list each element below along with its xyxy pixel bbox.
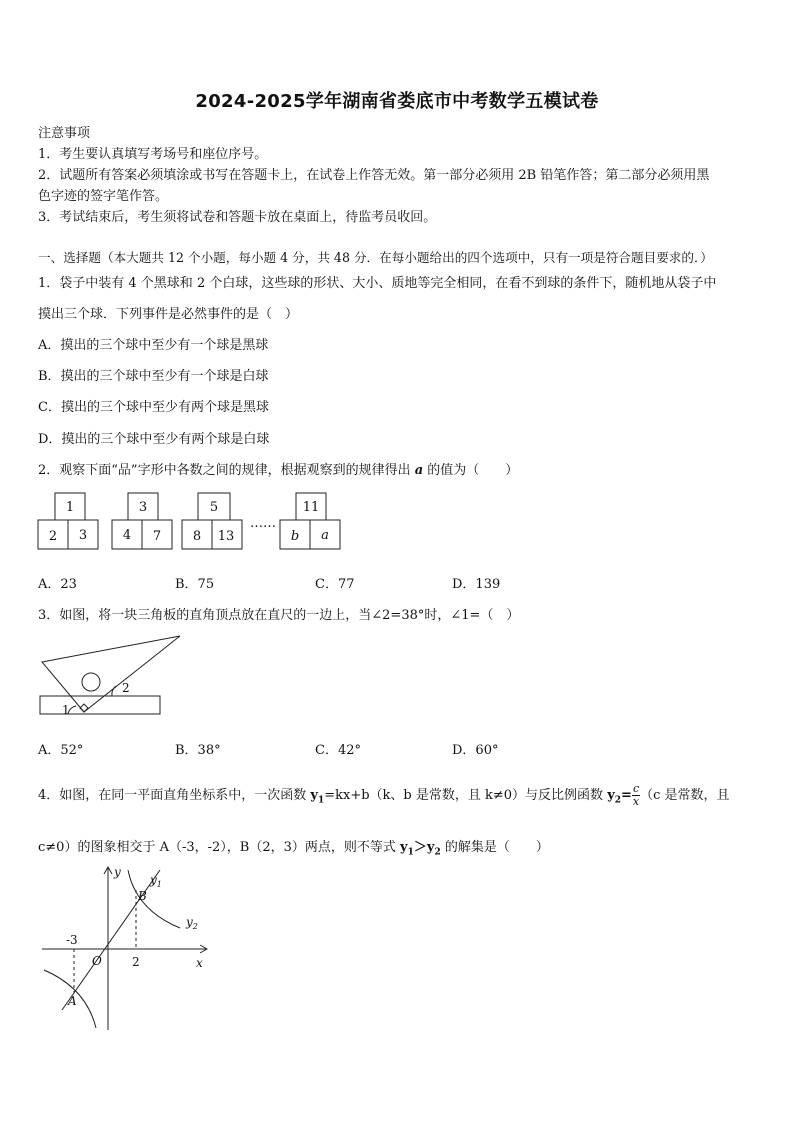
q2-option-d: D．139	[452, 577, 501, 592]
q4-frac-den: x	[632, 795, 640, 808]
q4-frac-num: c	[632, 782, 640, 795]
triangle-ruler	[42, 636, 180, 712]
q1-line1: 1．袋子中装有 4 个黑球和 2 个白球，这些球的形状、大小、质地等完全相同，在看不到球的条件下，随机地从袋子中	[38, 276, 717, 291]
curve-y1-sub: 1	[156, 880, 162, 889]
fig1-right: 3	[78, 528, 88, 543]
angle-1-label: 1	[62, 703, 70, 717]
q2-stem-pre: 2．观察下面“品”字形中各数之间的规律，根据观察到的规律得出	[38, 463, 415, 478]
q4-line1-pre: 4．如图，在同一平面直角坐标系中，一次函数	[38, 788, 311, 803]
q1-option-c: C．摸出的三个球中至少有两个球是黑球	[38, 400, 269, 415]
section-heading: 一、选择题（本大题共 12 个小题，每小题 4 分，共 48 分．在每小题给出的四个选项中，只有一项是符合题目要求的．）	[38, 250, 713, 265]
fig-dots: ……	[250, 516, 276, 531]
fig1-top: 1	[65, 500, 75, 515]
fig2-left: 4	[122, 528, 132, 543]
x-axis-label: x	[196, 956, 203, 970]
curve-y2-label	[185, 915, 198, 931]
page-title: 2024-2025学年湖南省娄底市中考数学五模试卷	[195, 91, 599, 112]
tick-neg3: -3	[66, 933, 78, 947]
q4-line2	[38, 836, 549, 858]
origin-label: O	[92, 954, 102, 968]
q3-stem: 3．如图，将一块三角板的直角顶点放在直尺的一边上，当∠2=38°时，∠1=（ ）	[38, 608, 520, 623]
fig4-left: b	[290, 529, 300, 544]
fig2-top: 3	[138, 500, 148, 515]
fig4-right: a	[321, 528, 329, 543]
q4-y1-letter: y	[310, 788, 318, 803]
q1-option-d: D．摸出的三个球中至少有两个球是白球	[38, 432, 270, 447]
curve-y1-letter: y	[150, 873, 157, 887]
q4-line1-mid: =kx+b（k、b 是常数，且 k≠0）与反比例函数	[324, 788, 608, 803]
q4-ineq-s2: 2	[434, 847, 441, 858]
q4-y2	[607, 788, 632, 806]
q2-pin-figures	[0, 485, 794, 555]
fig3-top: 5	[209, 500, 219, 515]
q1-option-b: B．摸出的三个球中至少有一个球是白球	[38, 369, 269, 384]
triangle-hole	[82, 673, 100, 691]
q2-option-c: C．77	[315, 577, 355, 592]
q4-ineq-s1: 1	[407, 847, 414, 858]
q2-option-a: A．23	[38, 577, 77, 592]
q1-line2: 摸出三个球．下列事件是必然事件的是（ ）	[38, 307, 299, 322]
curve-y2-sub: 2	[192, 922, 198, 931]
q4-fraction	[632, 783, 640, 808]
q3-option-b: B．38°	[175, 743, 221, 758]
notice-item-2: 2．试题所有答案必须填涂或书写在答题卡上，在试卷上作答无效。第一部分必须用 2B 铅笔作答；第二部分必须用黑	[38, 168, 710, 183]
q4-eq: =	[621, 788, 632, 803]
q2-option-b: B．75	[175, 577, 215, 592]
q4-ineq-gt: ＞	[413, 840, 427, 855]
tick-2: 2	[132, 955, 140, 969]
fig2-right: 7	[152, 529, 162, 544]
notice-item-3: 3．考试结束后，考生须将试卷和答题卡放在桌面上，待监考员收回。	[38, 210, 437, 225]
q4-line2-pre: c≠0）的图象相交于 A（-3，-2），B（2，3）两点，则不等式	[38, 840, 401, 855]
q1-option-a: A．摸出的三个球中至少有一个球是黑球	[38, 338, 269, 353]
point-b-label: B	[138, 889, 147, 903]
notice-heading: 注意事项	[38, 126, 91, 141]
notice-item-1: 1．考生要认真填写考场号和座位序号。	[38, 147, 268, 162]
y-axis-label: y	[114, 865, 121, 879]
q4-ineq	[400, 840, 441, 858]
q4-ineq-y1: y	[400, 840, 408, 855]
q4-y1	[310, 788, 325, 806]
q4-y1-sub: 1	[317, 795, 325, 806]
fig3-left: 8	[192, 529, 202, 544]
q4-line1	[38, 783, 730, 808]
fig1-left: 2	[48, 529, 58, 544]
q4-ineq-y2: y	[426, 840, 435, 855]
q2-stem-post: 的值为（ ）	[423, 463, 519, 478]
q3-option-d: D．60°	[452, 743, 499, 758]
curve-y1-label	[149, 873, 162, 889]
q3-option-a: A．52°	[38, 743, 84, 758]
point-a-label: A	[68, 994, 77, 1008]
q4-line2-post: 的解集是（ ）	[440, 840, 549, 855]
angle-2-label: 2	[122, 681, 130, 695]
q3-figure	[0, 630, 200, 720]
fig3-right: 13	[217, 529, 235, 544]
q2-var-a: a	[414, 463, 424, 478]
fig4-top: 11	[302, 500, 320, 515]
notice-item-2-cont: 色字迹的签字笔作答。	[38, 189, 169, 204]
q4-y2-sub: 2	[614, 795, 622, 806]
q3-option-c: C．42°	[315, 743, 361, 758]
q4-line1-post: （c 是常数，且	[640, 788, 730, 803]
q2-stem	[38, 459, 518, 478]
q4-y2-letter: y	[607, 788, 615, 803]
curve-y2-letter: y	[186, 915, 193, 929]
q4-graph	[30, 860, 220, 1035]
